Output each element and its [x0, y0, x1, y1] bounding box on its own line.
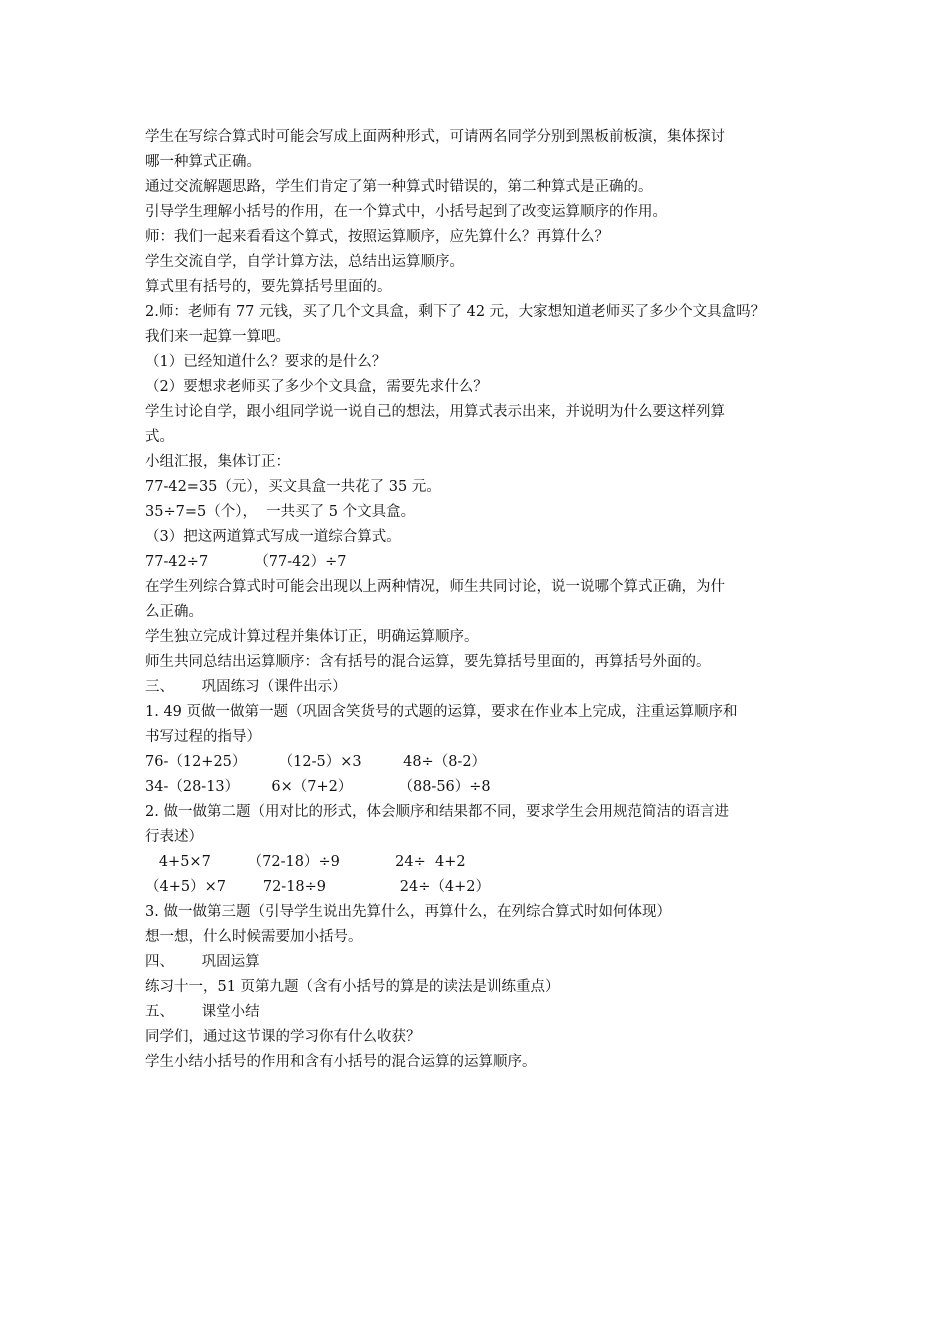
text-line: 学生小结小括号的作用和含有小括号的混合运算的运算顺序。 — [145, 1054, 537, 1070]
text-line: 练习十一，51 页第九题（含有小括号的算是的读法是训练重点） — [145, 979, 560, 995]
text-line: 式。 — [145, 429, 174, 445]
text-line: （3）把这两道算式写成一道综合算式。 — [145, 529, 401, 545]
text-line: 通过交流解题思路，学生们肯定了第一种算式时错误的，第二种算式是正确的。 — [145, 179, 653, 195]
text-line: 35÷7=5（个）， 一共买了 5 个文具盒。 — [145, 504, 416, 520]
text-line: 1. 49 页做一做第一题（巩固含笑货号的式题的运算，要求在作业本上完成，注重运算顺序和 — [145, 704, 738, 720]
text-line: 师生共同总结出运算顺序：含有括号的混合运算，要先算括号里面的，再算括号外面的。 — [145, 654, 711, 670]
text-line: 小组汇报，集体订正： — [145, 454, 290, 470]
text-line: 学生在写综合算式时可能会写成上面两种形式，可请两名同学分别到黑板前板演，集体探讨 — [145, 129, 725, 145]
text-line: 学生独立完成计算过程并集体订正，明确运算顺序。 — [145, 629, 479, 645]
text-line: 算式里有括号的，要先算括号里面的。 — [145, 279, 392, 295]
text-line: 我们来一起算一算吧。 — [145, 329, 290, 345]
text-line: 34-（28-13） 6×（7+2） （88-56）÷8 — [145, 779, 491, 795]
text-line: 同学们，通过这节课的学习你有什么收获？ — [145, 1029, 421, 1045]
text-line: 77-42=35（元），买文具盒一共花了 35 元。 — [145, 479, 441, 495]
text-line: 哪一种算式正确。 — [145, 154, 261, 170]
text-line: （2）要想求老师买了多少个文具盒，需要先求什么？ — [145, 379, 488, 395]
text-line: 2.师：老师有 77 元钱，买了几个文具盒，剩下了 42 元，大家想知道老师买了多少个文具盒吗？ — [145, 304, 766, 320]
text-line: （1）已经知道什么？要求的是什么？ — [145, 354, 387, 370]
text-line: 在学生列综合算式时可能会出现以上两种情况，师生共同讨论，说一说哪个算式正确，为什 — [145, 579, 725, 595]
text-line: （4+5）×7 72-18÷9 24÷（4+2） — [145, 879, 490, 895]
text-line: 3. 做一做第三题（引导学生说出先算什么，再算什么，在列综合算式时如何体现） — [145, 904, 671, 920]
text-line: 么正确。 — [145, 604, 203, 620]
text-line: 师：我们一起来看看这个算式，按照运算顺序，应先算什么？再算什么？ — [145, 229, 609, 245]
document-body — [145, 125, 825, 1075]
section-heading: 四、 巩固运算 — [145, 954, 260, 970]
section-heading: 三、 巩固练习（课件出示） — [145, 679, 347, 695]
text-line: 77-42÷7 （77-42）÷7 — [145, 554, 347, 570]
text-line: 2. 做一做第二题（用对比的形式，体会顺序和结果都不同，要求学生会用规范简洁的语言进 — [145, 804, 729, 820]
text-line: 76-（12+25） （12-5）×3 48÷（8-2） — [145, 754, 487, 770]
text-line: 学生讨论自学，跟小组同学说一说自己的想法，用算式表示出来，并说明为什么要这样列算 — [145, 404, 725, 420]
text-line: 4+5×7 （72-18）÷9 24÷ 4+2 — [145, 854, 466, 870]
text-line: 行表述） — [145, 829, 203, 845]
text-line: 学生交流自学，自学计算方法，总结出运算顺序。 — [145, 254, 464, 270]
text-line: 书写过程的指导） — [145, 729, 261, 745]
text-line: 引导学生理解小括号的作用，在一个算式中，小括号起到了改变运算顺序的作用。 — [145, 204, 667, 220]
text-line: 想一想，什么时候需要加小括号。 — [145, 929, 363, 945]
section-heading: 五、 课堂小结 — [145, 1004, 260, 1020]
